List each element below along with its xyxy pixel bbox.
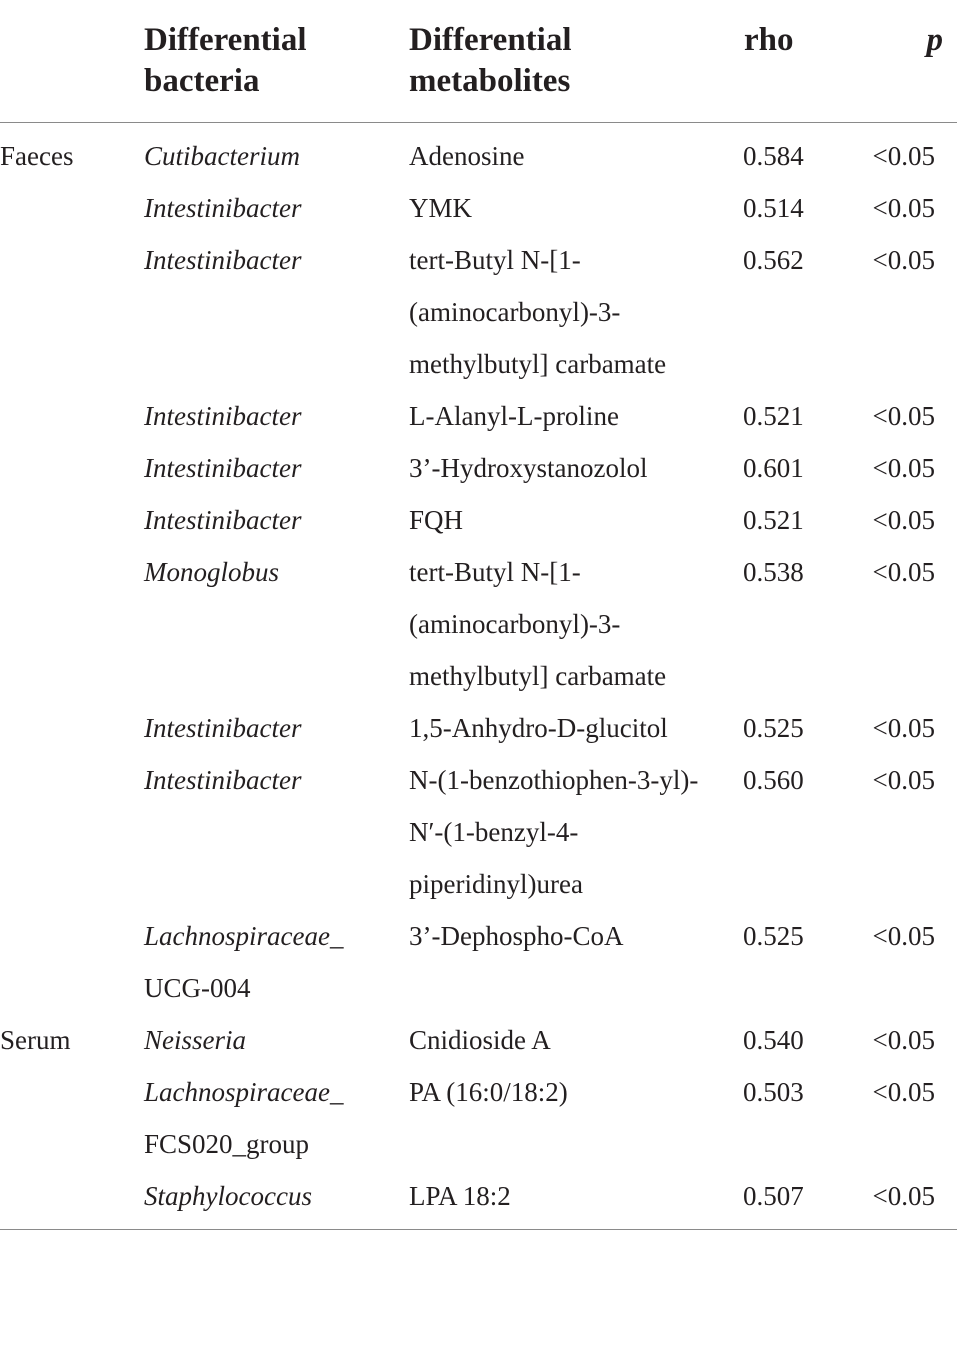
group-cell <box>0 390 144 442</box>
table-row <box>0 910 957 1014</box>
table-row <box>0 1066 957 1170</box>
p-cell: <0.05 <box>872 141 935 171</box>
rho-cell: 0.525 <box>743 921 804 951</box>
metabolite-cell: Cnidioside A <box>409 1025 551 1055</box>
metabolite-cell: 3’-Hydroxystanozolol <box>409 453 648 483</box>
rho-cell: 0.601 <box>743 453 804 483</box>
metabolite-cell: Adenosine <box>409 141 525 171</box>
bacteria-name-part: Lachnospiraceae_ <box>144 1077 344 1107</box>
header-p: p <box>863 0 957 123</box>
bacteria-cell: Intestinibacter <box>144 193 302 223</box>
rho-cell: 0.560 <box>743 765 804 795</box>
bacteria-cell: Neisseria <box>144 1025 247 1055</box>
rho-cell: 0.562 <box>743 245 804 275</box>
p-cell: <0.05 <box>872 765 935 795</box>
group-cell: Faeces <box>0 141 74 171</box>
rho-cell: 0.503 <box>743 1077 804 1107</box>
header-group <box>0 0 144 123</box>
rho-cell: 0.538 <box>743 557 804 587</box>
table-row <box>0 702 957 754</box>
group-cell <box>0 182 144 234</box>
p-cell: <0.05 <box>872 557 935 587</box>
group-cell <box>0 234 144 390</box>
group-cell <box>0 442 144 494</box>
p-cell: <0.05 <box>872 713 935 743</box>
p-cell: <0.05 <box>872 1025 935 1055</box>
table-row <box>0 546 957 702</box>
rho-cell: 0.507 <box>743 1181 804 1211</box>
header-row <box>0 0 957 123</box>
rho-cell: 0.540 <box>743 1025 804 1055</box>
table-row <box>0 234 957 390</box>
header-metabolites: Differential metabolites <box>409 0 739 123</box>
bacteria-name-part: FCS020_group <box>144 1129 310 1159</box>
group-cell <box>0 1170 144 1229</box>
bacteria-cell: Intestinibacter <box>144 505 302 535</box>
table-row <box>0 494 957 546</box>
bacteria-name-part: UCG-004 <box>144 973 251 1003</box>
metabolite-cell: N-(1-benzothiophen-3-yl)- N′-(1-benzyl-4-piperidinyl)urea <box>409 765 699 899</box>
header-rho: rho <box>739 0 863 123</box>
metabolite-cell: YMK <box>409 193 473 223</box>
bacteria-cell: Monoglobus <box>144 557 279 587</box>
bacteria-cell: Intestinibacter <box>144 713 302 743</box>
p-cell: <0.05 <box>872 193 935 223</box>
table-bottom-rule <box>0 1229 957 1230</box>
p-cell: <0.05 <box>872 401 935 431</box>
metabolite-cell: FQH <box>409 505 464 535</box>
p-cell: <0.05 <box>872 505 935 535</box>
group-cell <box>0 910 144 1014</box>
table-row <box>0 123 957 183</box>
bacteria-name-part: Lachnospiraceae_ <box>144 921 344 951</box>
p-cell: <0.05 <box>872 1181 935 1211</box>
p-cell: <0.05 <box>872 1077 935 1107</box>
metabolite-cell: L-Alanyl-L-proline <box>409 401 619 431</box>
group-cell <box>0 1066 144 1170</box>
table-row <box>0 182 957 234</box>
group-cell: Serum <box>0 1025 71 1055</box>
metabolite-cell: 1,5-Anhydro-D-glucitol <box>409 713 668 743</box>
metabolite-cell: PA (16:0/18:2) <box>409 1077 568 1107</box>
bacteria-cell: Intestinibacter <box>144 245 302 275</box>
table-row <box>0 442 957 494</box>
bacteria-cell: Cutibacterium <box>144 141 300 171</box>
group-cell <box>0 702 144 754</box>
bacteria-cell: Intestinibacter <box>144 765 302 795</box>
bacteria-cell: Intestinibacter <box>144 453 302 483</box>
table-body <box>0 123 957 1230</box>
bacteria-cell <box>144 910 409 1014</box>
bacteria-cell: Staphylococcus <box>144 1181 312 1211</box>
bacteria-cell: Intestinibacter <box>144 401 302 431</box>
table-row <box>0 390 957 442</box>
rho-cell: 0.514 <box>743 193 804 223</box>
rho-cell: 0.521 <box>743 505 804 535</box>
group-cell <box>0 754 144 910</box>
metabolite-cell: tert-Butyl N-[1-(aminocarbonyl)-3-methylbutyl] carbamate <box>409 245 667 379</box>
bacteria-cell <box>144 1066 409 1170</box>
p-cell: <0.05 <box>872 245 935 275</box>
metabolite-cell: LPA 18:2 <box>409 1181 511 1211</box>
table-header <box>0 0 957 123</box>
metabolite-cell: tert-Butyl N-[1-(aminocarbonyl)-3-methylbutyl] carbamate <box>409 557 667 691</box>
p-cell: <0.05 <box>872 921 935 951</box>
rho-cell: 0.584 <box>743 141 804 171</box>
p-cell: <0.05 <box>872 453 935 483</box>
rho-cell: 0.525 <box>743 713 804 743</box>
group-cell <box>0 546 144 702</box>
table-row <box>0 1014 957 1066</box>
table-row <box>0 1170 957 1229</box>
group-cell <box>0 494 144 546</box>
rho-cell: 0.521 <box>743 401 804 431</box>
table-row <box>0 754 957 910</box>
header-bacteria: Differential bacteria <box>144 0 409 123</box>
metabolite-cell: 3’-Dephospho-CoA <box>409 921 624 951</box>
